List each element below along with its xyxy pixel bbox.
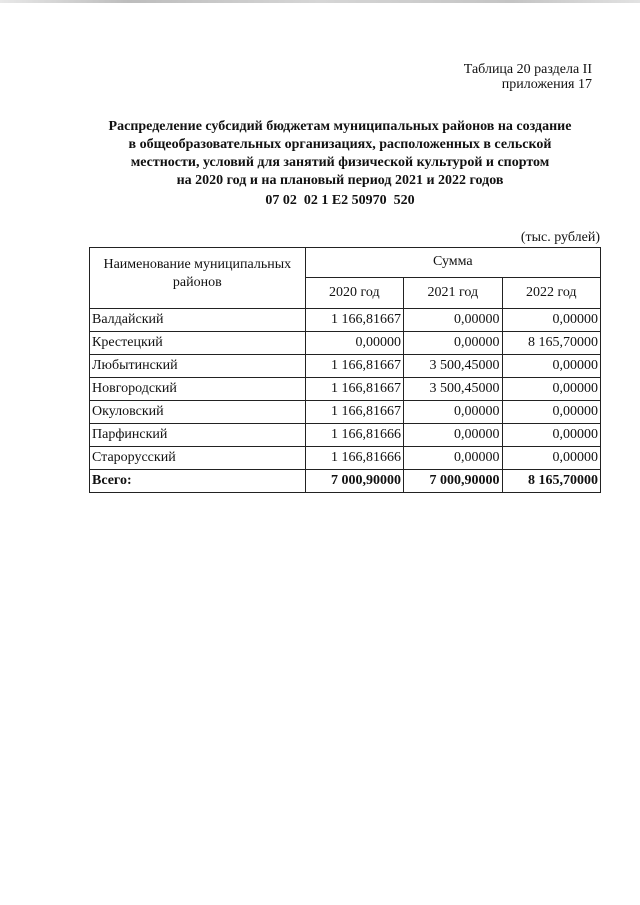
table-reference-line-1: Таблица 20 раздела II <box>463 62 592 77</box>
district-name: Любытинский <box>90 355 306 378</box>
document-title <box>60 118 620 190</box>
amount-2022: 0,00000 <box>502 355 600 378</box>
title-line-3: местности, условий для занятий физической культурой и спортом <box>130 155 550 170</box>
title-line-2: в общеобразовательных организациях, расположенных в сельской <box>128 137 552 152</box>
title-line-4: на 2020 год и на плановый период 2021 и 2022 годов <box>176 173 504 188</box>
amount-2022: 0,00000 <box>502 378 600 401</box>
table-row <box>90 378 601 401</box>
amount-2020: 1 166,81667 <box>305 309 403 332</box>
units-label: (тыс. рублей) <box>520 230 600 245</box>
amount-2022: 0,00000 <box>502 309 600 332</box>
subsidy-table <box>89 247 601 493</box>
total-label: Всего: <box>90 470 306 493</box>
column-header-2020: 2020 год <box>305 277 403 308</box>
column-header-district: Наименование муниципальных районов <box>90 248 306 309</box>
amount-2020: 1 166,81666 <box>305 447 403 470</box>
table-reference-line-2: приложения 17 <box>501 77 592 92</box>
scan-edge-line <box>0 0 640 3</box>
title-line-1: Распределение субсидий бюджетам муниципальных районов на создание <box>108 119 572 134</box>
amount-2021: 3 500,45000 <box>404 355 502 378</box>
amount-2021: 0,00000 <box>404 309 502 332</box>
column-header-2021: 2021 год <box>404 277 502 308</box>
district-name: Валдайский <box>90 309 306 332</box>
table-row <box>90 355 601 378</box>
table-row <box>90 309 601 332</box>
district-name: Крестецкий <box>90 332 306 355</box>
column-header-sum: Сумма <box>305 248 600 278</box>
district-name: Новгородский <box>90 378 306 401</box>
district-name: Окуловский <box>90 401 306 424</box>
amount-2022: 0,00000 <box>502 401 600 424</box>
table-row <box>90 401 601 424</box>
table-reference <box>464 62 592 92</box>
district-name: Парфинский <box>90 424 306 447</box>
amount-2020: 0,00000 <box>305 332 403 355</box>
amount-2021: 0,00000 <box>404 332 502 355</box>
amount-2021: 0,00000 <box>404 424 502 447</box>
amount-2021: 0,00000 <box>404 401 502 424</box>
district-name: Старорусский <box>90 447 306 470</box>
table-row <box>90 332 601 355</box>
header-row <box>90 248 601 278</box>
total-row <box>90 470 601 493</box>
total-2020: 7 000,90000 <box>305 470 403 493</box>
column-header-2022: 2022 год <box>502 277 600 308</box>
total-2021: 7 000,90000 <box>404 470 502 493</box>
amount-2021: 0,00000 <box>404 447 502 470</box>
amount-2022: 0,00000 <box>502 424 600 447</box>
amount-2022: 8 165,70000 <box>502 332 600 355</box>
amount-2020: 1 166,81667 <box>305 401 403 424</box>
table-row <box>90 447 601 470</box>
budget-code: 07 02 02 1 E2 50970 520 <box>265 193 415 208</box>
amount-2022: 0,00000 <box>502 447 600 470</box>
table-row <box>90 424 601 447</box>
amount-2021: 3 500,45000 <box>404 378 502 401</box>
amount-2020: 1 166,81666 <box>305 424 403 447</box>
amount-2020: 1 166,81667 <box>305 355 403 378</box>
amount-2020: 1 166,81667 <box>305 378 403 401</box>
total-2022: 8 165,70000 <box>502 470 600 493</box>
